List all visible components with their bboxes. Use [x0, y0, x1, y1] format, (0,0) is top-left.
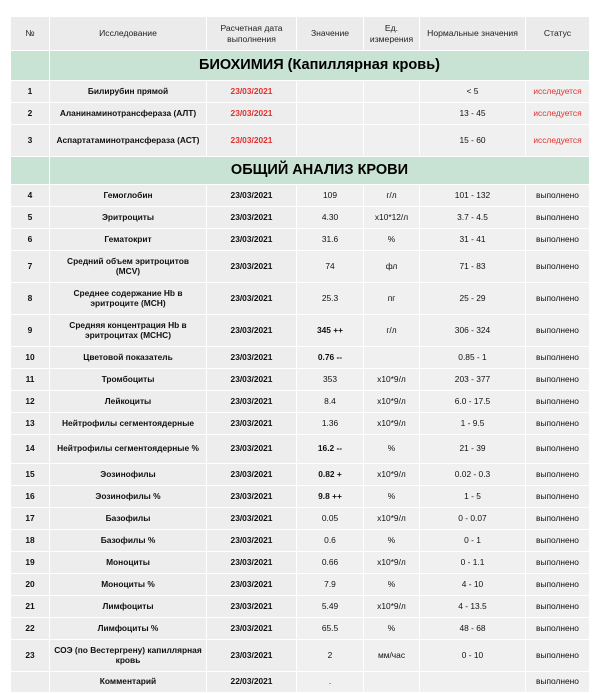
result-value	[297, 81, 364, 103]
unit: %	[364, 530, 420, 552]
unit: x10*12/л	[364, 207, 420, 229]
result-value: 353	[297, 369, 364, 391]
unit: x10*9/л	[364, 369, 420, 391]
result-value: 31.6	[297, 229, 364, 251]
result-value: 0.82 +	[297, 464, 364, 486]
due-date: 23/03/2021	[207, 81, 297, 103]
unit: г/л	[364, 315, 420, 347]
row-number: 18	[11, 530, 50, 552]
study-name: Билирубин прямой	[50, 81, 207, 103]
study-name: Средний объем эритроцитов (MCV)	[50, 251, 207, 283]
status: выполнено	[526, 640, 590, 672]
results-body	[11, 51, 590, 693]
result-value: 5.49	[297, 596, 364, 618]
table-row	[11, 125, 590, 157]
table-row	[11, 530, 590, 552]
due-date: 22/03/2021	[207, 672, 297, 693]
normal-range: 0 - 1.1	[420, 552, 526, 574]
table-row	[11, 618, 590, 640]
status: выполнено	[526, 207, 590, 229]
table-row	[11, 251, 590, 283]
study-name: Аланинаминотрансфераза (АЛТ)	[50, 103, 207, 125]
result-value: 8.4	[297, 391, 364, 413]
unit: x10*9/л	[364, 552, 420, 574]
status: выполнено	[526, 413, 590, 435]
table-row	[11, 207, 590, 229]
due-date: 23/03/2021	[207, 125, 297, 157]
status: выполнено	[526, 347, 590, 369]
normal-range: 1 - 9.5	[420, 413, 526, 435]
study-name: Эритроциты	[50, 207, 207, 229]
normal-range: 101 - 132	[420, 185, 526, 207]
header-date: Расчетная дата выполнения	[207, 17, 297, 51]
row-number: 1	[11, 81, 50, 103]
normal-range: 0.02 - 0.3	[420, 464, 526, 486]
due-date: 23/03/2021	[207, 640, 297, 672]
study-name: Лимфоциты	[50, 596, 207, 618]
header-unit: Ед. измерения	[364, 17, 420, 51]
study-name: Лимфоциты %	[50, 618, 207, 640]
normal-range: 3.7 - 4.5	[420, 207, 526, 229]
status: выполнено	[526, 315, 590, 347]
status: выполнено	[526, 283, 590, 315]
unit: %	[364, 229, 420, 251]
result-value: 345 ++	[297, 315, 364, 347]
study-name: Среднее содержание Hb в эритроците (MCH)	[50, 283, 207, 315]
unit: %	[364, 486, 420, 508]
normal-range: 0.85 - 1	[420, 347, 526, 369]
table-row	[11, 315, 590, 347]
result-value: 7.9	[297, 574, 364, 596]
row-number: 8	[11, 283, 50, 315]
unit: x10*9/л	[364, 391, 420, 413]
result-value: 109	[297, 185, 364, 207]
row-number: 5	[11, 207, 50, 229]
result-value: 0.05	[297, 508, 364, 530]
row-number: 10	[11, 347, 50, 369]
study-name: Лейкоциты	[50, 391, 207, 413]
result-value: 16.2 --	[297, 435, 364, 464]
normal-range: 306 - 324	[420, 315, 526, 347]
row-number: 15	[11, 464, 50, 486]
unit: пг	[364, 283, 420, 315]
due-date: 23/03/2021	[207, 283, 297, 315]
normal-range: 13 - 45	[420, 103, 526, 125]
due-date: 23/03/2021	[207, 596, 297, 618]
due-date: 23/03/2021	[207, 486, 297, 508]
section-title: БИОХИМИЯ (Капиллярная кровь)	[50, 51, 590, 81]
study-name: Нейтрофилы сегментоядерные	[50, 413, 207, 435]
due-date: 23/03/2021	[207, 435, 297, 464]
normal-range: 25 - 29	[420, 283, 526, 315]
due-date: 23/03/2021	[207, 464, 297, 486]
due-date: 23/03/2021	[207, 552, 297, 574]
table-row	[11, 81, 590, 103]
unit	[364, 125, 420, 157]
status: выполнено	[526, 574, 590, 596]
section-row	[11, 51, 590, 81]
result-value	[297, 103, 364, 125]
table-row	[11, 596, 590, 618]
result-value: 9.8 ++	[297, 486, 364, 508]
due-date: 23/03/2021	[207, 413, 297, 435]
header-status: Статус	[526, 17, 590, 51]
table-row	[11, 464, 590, 486]
normal-range: 4 - 13.5	[420, 596, 526, 618]
due-date: 23/03/2021	[207, 185, 297, 207]
table-row	[11, 574, 590, 596]
status: выполнено	[526, 435, 590, 464]
status: выполнено	[526, 369, 590, 391]
unit	[364, 81, 420, 103]
unit	[364, 672, 420, 693]
table-row	[11, 552, 590, 574]
unit: %	[364, 435, 420, 464]
due-date: 23/03/2021	[207, 315, 297, 347]
section-spacer	[11, 157, 50, 185]
row-number: 7	[11, 251, 50, 283]
normal-range: 4 - 10	[420, 574, 526, 596]
unit	[364, 347, 420, 369]
study-name: Моноциты %	[50, 574, 207, 596]
normal-range: 0 - 10	[420, 640, 526, 672]
normal-range: 1 - 5	[420, 486, 526, 508]
status: исследуется	[526, 103, 590, 125]
row-number: 14	[11, 435, 50, 464]
due-date: 23/03/2021	[207, 229, 297, 251]
section-spacer	[11, 51, 50, 81]
normal-range: 48 - 68	[420, 618, 526, 640]
status: выполнено	[526, 229, 590, 251]
status: выполнено	[526, 618, 590, 640]
due-date: 23/03/2021	[207, 207, 297, 229]
row-number: 9	[11, 315, 50, 347]
unit: x10*9/л	[364, 413, 420, 435]
result-value: 0.66	[297, 552, 364, 574]
due-date: 23/03/2021	[207, 618, 297, 640]
study-name: Эозинофилы	[50, 464, 207, 486]
status: выполнено	[526, 596, 590, 618]
normal-range: 0 - 0.07	[420, 508, 526, 530]
table-row	[11, 435, 590, 464]
due-date: 23/03/2021	[207, 251, 297, 283]
due-date: 23/03/2021	[207, 347, 297, 369]
unit: фл	[364, 251, 420, 283]
header-norm: Нормальные значения	[420, 17, 526, 51]
result-value: 74	[297, 251, 364, 283]
due-date: 23/03/2021	[207, 508, 297, 530]
unit: %	[364, 574, 420, 596]
normal-range: 0 - 1	[420, 530, 526, 552]
row-number: 4	[11, 185, 50, 207]
normal-range: 15 - 60	[420, 125, 526, 157]
study-name: Аспартатаминотрансфераза (АСТ)	[50, 125, 207, 157]
normal-range: 6.0 - 17.5	[420, 391, 526, 413]
row-number: 13	[11, 413, 50, 435]
study-name: Моноциты	[50, 552, 207, 574]
header-num: №	[11, 17, 50, 51]
study-name: Комментарий	[50, 672, 207, 693]
result-value	[297, 125, 364, 157]
table-row	[11, 185, 590, 207]
table-row	[11, 391, 590, 413]
row-number	[11, 672, 50, 693]
due-date: 23/03/2021	[207, 530, 297, 552]
normal-range: 71 - 83	[420, 251, 526, 283]
status: выполнено	[526, 464, 590, 486]
status: выполнено	[526, 185, 590, 207]
row-number: 16	[11, 486, 50, 508]
status: выполнено	[526, 391, 590, 413]
unit: x10*9/л	[364, 464, 420, 486]
status: исследуется	[526, 81, 590, 103]
due-date: 23/03/2021	[207, 574, 297, 596]
row-number: 20	[11, 574, 50, 596]
table-row	[11, 369, 590, 391]
study-name: Гематокрит	[50, 229, 207, 251]
row-number: 6	[11, 229, 50, 251]
header-value: Значение	[297, 17, 364, 51]
result-value: 4.30	[297, 207, 364, 229]
section-row	[11, 157, 590, 185]
study-name: Базофилы %	[50, 530, 207, 552]
normal-range	[420, 672, 526, 693]
status: выполнено	[526, 486, 590, 508]
study-name: СОЭ (по Вестергрену) капиллярная кровь	[50, 640, 207, 672]
result-value: 2	[297, 640, 364, 672]
status: выполнено	[526, 672, 590, 693]
row-number: 23	[11, 640, 50, 672]
unit: x10*9/л	[364, 508, 420, 530]
status: выполнено	[526, 508, 590, 530]
section-title: ОБЩИЙ АНАЛИЗ КРОВИ	[50, 157, 590, 185]
row-number: 12	[11, 391, 50, 413]
normal-range: < 5	[420, 81, 526, 103]
study-name: Нейтрофилы сегментоядерные %	[50, 435, 207, 464]
table-row	[11, 103, 590, 125]
unit: %	[364, 618, 420, 640]
row-number: 22	[11, 618, 50, 640]
result-value: 25.3	[297, 283, 364, 315]
normal-range: 21 - 39	[420, 435, 526, 464]
normal-range: 31 - 41	[420, 229, 526, 251]
due-date: 23/03/2021	[207, 369, 297, 391]
normal-range: 203 - 377	[420, 369, 526, 391]
study-name: Гемоглобин	[50, 185, 207, 207]
header-study: Исследование	[50, 17, 207, 51]
study-name: Средняя концентрация Hb в эритроцитах (MCHC)	[50, 315, 207, 347]
row-number: 2	[11, 103, 50, 125]
result-value: 0.76 --	[297, 347, 364, 369]
header-row	[11, 17, 590, 51]
table-row	[11, 486, 590, 508]
table-row	[11, 283, 590, 315]
unit: x10*9/л	[364, 596, 420, 618]
unit: г/л	[364, 185, 420, 207]
table-row	[11, 229, 590, 251]
study-name: Эозинофилы %	[50, 486, 207, 508]
row-number: 17	[11, 508, 50, 530]
status: исследуется	[526, 125, 590, 157]
unit	[364, 103, 420, 125]
study-name: Цветовой показатель	[50, 347, 207, 369]
due-date: 23/03/2021	[207, 103, 297, 125]
result-value: 65.5	[297, 618, 364, 640]
study-name: Тромбоциты	[50, 369, 207, 391]
study-name: Базофилы	[50, 508, 207, 530]
table-row	[11, 640, 590, 672]
table-row	[11, 508, 590, 530]
status: выполнено	[526, 552, 590, 574]
row-number: 3	[11, 125, 50, 157]
status: выполнено	[526, 530, 590, 552]
table-row	[11, 413, 590, 435]
status: выполнено	[526, 251, 590, 283]
row-number: 21	[11, 596, 50, 618]
result-value: 0.6	[297, 530, 364, 552]
result-value: 1.36	[297, 413, 364, 435]
row-number: 11	[11, 369, 50, 391]
table-row	[11, 347, 590, 369]
row-number: 19	[11, 552, 50, 574]
unit: мм/час	[364, 640, 420, 672]
result-value: .	[297, 672, 364, 693]
results-table	[10, 16, 590, 693]
table-row	[11, 672, 590, 693]
due-date: 23/03/2021	[207, 391, 297, 413]
